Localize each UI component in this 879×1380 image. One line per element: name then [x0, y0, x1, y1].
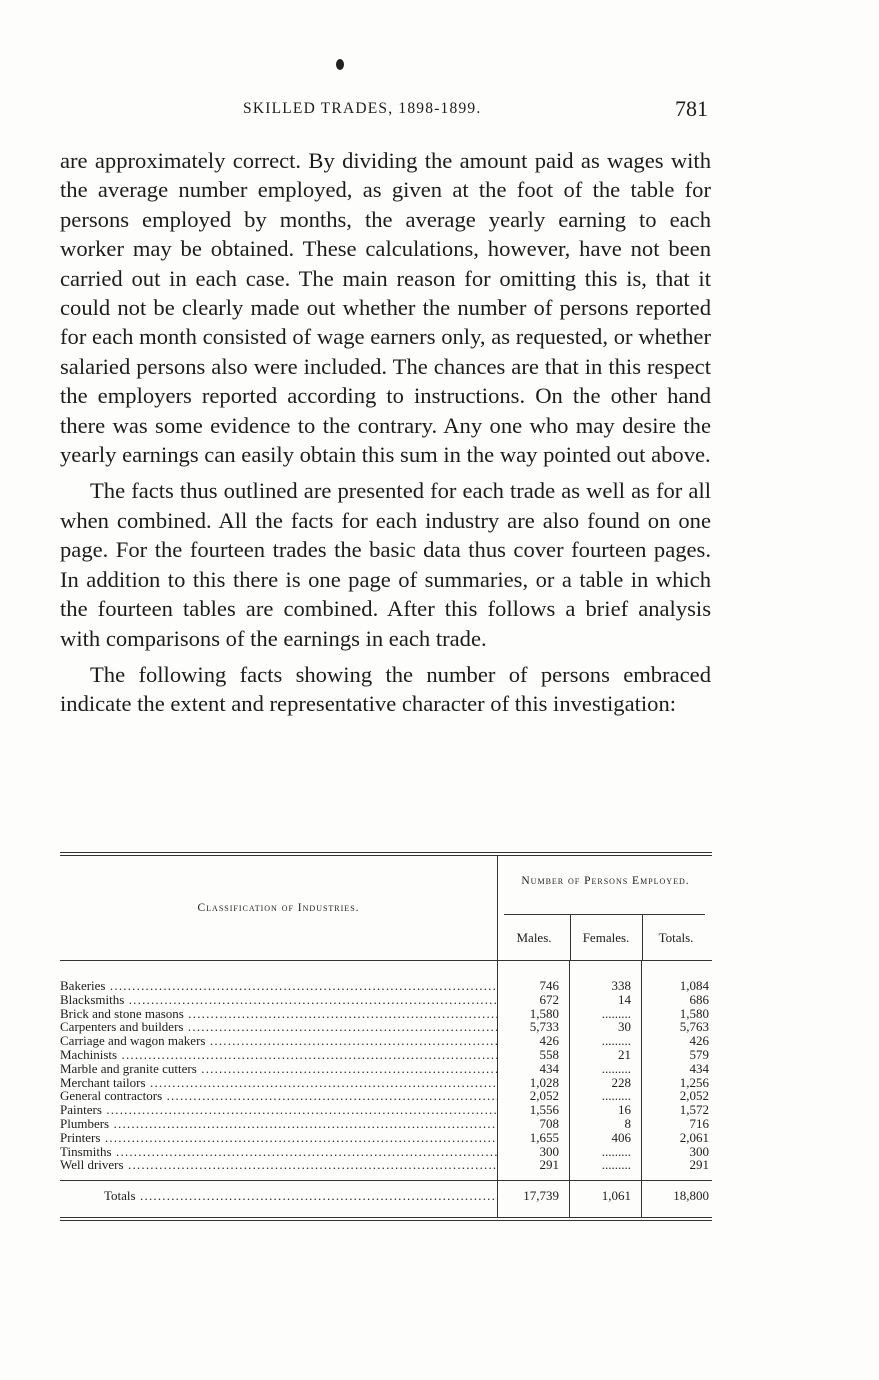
classification-header: Classification of Industries. — [197, 902, 360, 914]
industry-name: Merchant tailors ..... — [60, 1076, 497, 1090]
body-text — [60, 146, 711, 726]
females-total: 1,061 — [601, 1188, 631, 1204]
males-value: 300 — [539, 1143, 559, 1159]
table-row — [60, 1131, 712, 1145]
paragraph: The following facts showing the number of persons embraced indicate the extent and representative character of this investigation: — [60, 661, 711, 717]
table-row — [60, 1089, 712, 1103]
page-header — [60, 96, 710, 126]
table-row — [60, 1103, 712, 1117]
totals-value: 1,580 — [679, 1005, 709, 1021]
totals-value: 686 — [689, 991, 709, 1007]
page-number: 781 — [675, 96, 708, 121]
table-row — [60, 1145, 712, 1159]
table-row — [60, 1158, 712, 1172]
totals-value: 579 — [689, 1046, 709, 1062]
totals-value: 291 — [689, 1157, 709, 1173]
totals-block — [60, 1180, 712, 1217]
group-header: Number of Persons Employed. — [521, 875, 690, 887]
males-total: 17,739 — [523, 1188, 559, 1204]
table-row — [60, 1076, 712, 1090]
males-value: 1,580 — [529, 1005, 559, 1021]
table-header — [60, 856, 712, 961]
females-value: ......... — [601, 1088, 631, 1104]
industry-name: Painters ..... — [60, 1103, 497, 1117]
males-value: 5,733 — [529, 1019, 559, 1035]
females-value: ......... — [601, 1033, 631, 1049]
totals-label: Totals ..... — [104, 1189, 497, 1203]
running-title: SKILLED TRADES, 1898-1899. — [243, 100, 482, 117]
totals-value: 300 — [689, 1143, 709, 1159]
column-header-males: Males. — [516, 930, 552, 945]
industry-name: Marble and granite cutters ..... — [60, 1062, 497, 1076]
table-row — [60, 1020, 712, 1034]
males-value: 2,052 — [529, 1088, 559, 1104]
totals-value: 1,084 — [679, 978, 709, 993]
females-value: 16 — [618, 1102, 631, 1118]
industry-name: Blacksmiths ..... — [60, 993, 497, 1007]
industry-name: Carriage and wagon makers ..... — [60, 1034, 497, 1048]
males-value: 672 — [539, 991, 559, 1007]
industry-name: Plumbers ..... — [60, 1117, 497, 1131]
females-value: 14 — [618, 991, 631, 1007]
table-body — [60, 961, 712, 1180]
table-row — [60, 993, 712, 1007]
males-value: 1,028 — [529, 1074, 559, 1090]
paragraph: The facts thus outlined are presented for each trade as well as for all when combined. All the facts for each industry are also found on one page. For the fourteen trades the basic data thus cover fourteen pages. In addition to this there is one page of summaries, or a table in which the fourteen tables are combined. After this follows a brief analysis with comparisons of the earnings in each trade. — [60, 478, 711, 651]
group-rule — [504, 914, 705, 915]
females-value: 21 — [618, 1046, 631, 1062]
industry-name: General contractors ..... — [60, 1089, 497, 1103]
males-value: 746 — [539, 978, 559, 993]
industry-name: Bakeries ..... — [60, 979, 497, 993]
industry-name: Brick and stone masons ..... — [60, 1007, 497, 1021]
totals-value: 716 — [689, 1115, 709, 1131]
table-row — [60, 1034, 712, 1048]
males-value: 558 — [539, 1046, 559, 1062]
males-value: 708 — [539, 1115, 559, 1131]
females-value: ......... — [601, 1157, 631, 1173]
table-row — [60, 1062, 712, 1076]
totals-value: 1,572 — [679, 1102, 709, 1118]
females-value: 30 — [618, 1019, 631, 1035]
totals-row — [60, 1189, 712, 1203]
group-header-cell — [497, 856, 713, 960]
males-value: 426 — [539, 1033, 559, 1049]
industry-name: Tinsmiths ..... — [60, 1145, 497, 1159]
females-value: 338 — [611, 978, 631, 993]
industry-name: Machinists ..... — [60, 1048, 497, 1062]
industry-name: Well drivers ..... — [60, 1158, 497, 1172]
totals-value: 434 — [689, 1060, 709, 1076]
males-value: 1,655 — [529, 1129, 559, 1145]
paragraph: are approximately correct. By dividing the amount paid as wages with the average number employed, as given at the foot of the table for persons employed by months, the average yearly earning to each worker may be obtained. These calculations, however, have not been carried out in each case. The main reason for omitting this is, that it could not be clearly made out whether the number of persons reported for each month consisted of wage earners only, as requested, or whether salaried persons also were included. The chances are that in this respect the employers reported according to instructions. On the other hand there was some evidence to the contrary. Any one who may desire the yearly earnings can easily obtain this sum in the way pointed out above. — [60, 148, 711, 468]
females-value: ......... — [601, 1005, 631, 1021]
males-value: 434 — [539, 1060, 559, 1076]
totals-value: 1,256 — [679, 1074, 709, 1090]
column-header-females: Females. — [582, 930, 630, 945]
females-value: 406 — [611, 1129, 631, 1145]
table-row — [60, 1117, 712, 1131]
females-value: ......... — [601, 1143, 631, 1159]
column-header-totals: Totals. — [658, 930, 694, 945]
males-value: 291 — [539, 1157, 559, 1173]
industry-name: Printers ..... — [60, 1131, 497, 1145]
table-row — [60, 1007, 712, 1021]
totals-value: 2,061 — [679, 1129, 709, 1145]
industry-name: Carpenters and builders ..... — [60, 1020, 497, 1034]
totals-value: 426 — [689, 1033, 709, 1049]
table-row — [60, 979, 712, 993]
totals-value: 2,052 — [679, 1088, 709, 1104]
table-row — [60, 1048, 712, 1062]
ink-mark-icon — [336, 59, 344, 70]
females-value: ......... — [601, 1060, 631, 1076]
grand-total: 18,800 — [673, 1188, 709, 1204]
males-value: 1,556 — [529, 1102, 559, 1118]
females-value: 228 — [611, 1074, 631, 1090]
totals-value: 5,763 — [679, 1019, 709, 1035]
persons-employed-table — [60, 852, 712, 1221]
bottom-rule — [60, 1217, 712, 1221]
females-value: 8 — [624, 1115, 631, 1131]
